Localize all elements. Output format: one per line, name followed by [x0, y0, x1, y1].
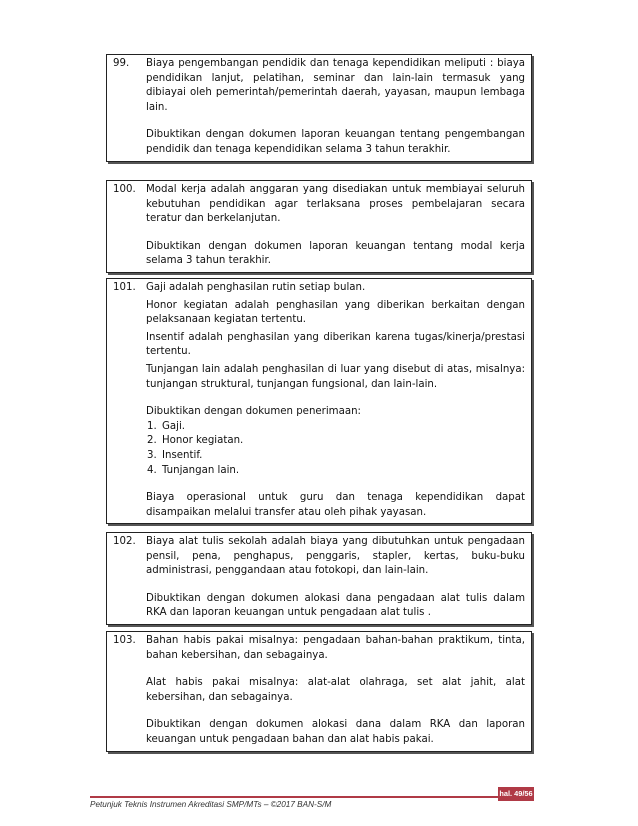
entry-paragraph: Modal kerja adalah anggaran yang disediakan untuk membiayai seluruh kebutuhan pendidikan agar terlaksana proses pembelajaran secara teratur dan berkelanjutan. — [146, 184, 525, 225]
entry-paragraph: Alat habis pakai misalnya: alat-alat olahraga, set alat jahit, alat kebersihan, dan sebagainya. — [146, 677, 525, 703]
entry-paragraph: Gaji adalah penghasilan rutin setiap bulan. — [146, 282, 366, 293]
entry-number: 99. — [113, 58, 130, 69]
entry-evidence: Dibuktikan dengan dokumen alokasi dana dalam RKA dan laporan keuangan untuk pengadaan bahan dan alat habis pakai. — [146, 719, 525, 745]
entry-102 — [106, 532, 532, 625]
entry-number: 103. — [113, 635, 136, 646]
entry-paragraph: Biaya pengembangan pendidik dan tenaga kependidikan meliputi : biaya pendidikan lanjut, pelatihan, seminar dan lain-lain termasuk yang dibiayai oleh pemerintah/pemerintah daerah, yayasan, maupun lembaga lain. — [146, 58, 525, 113]
entry-evidence: Dibuktikan dengan dokumen laporan keuangan tentang pengembangan pendidik dan tenaga kependidikan selama 3 tahun terakhir. — [146, 129, 525, 155]
list-item: 3. Insentif. — [160, 449, 525, 464]
entry-number: 101. — [113, 282, 136, 293]
evidence-list — [146, 420, 525, 478]
entry-paragraph: Honor kegiatan adalah penghasilan yang diberikan berkaitan dengan pelaksanaan kegiatan tertentu. — [146, 299, 525, 326]
entry-100 — [106, 180, 532, 273]
list-item: 4. Tunjangan lain. — [160, 464, 525, 479]
page-number-badge: hal. 49/56 — [498, 787, 534, 801]
footer-text: Petunjuk Teknis Instrumen Akreditasi SMP/MTs – ©2017 BAN-S/M — [90, 800, 332, 809]
entry-evidence: Dibuktikan dengan dokumen laporan keuangan tentang modal kerja selama 3 tahun terakhir. — [146, 240, 525, 267]
list-item: 1. Gaji. — [160, 420, 525, 435]
list-item: 2. Honor kegiatan. — [160, 434, 525, 449]
entry-paragraph: Bahan habis pakai misalnya: pengadaan bahan-bahan praktikum, tinta, bahan kebersihan, dan sebagainya. — [146, 635, 525, 661]
entry-evidence: Dibuktikan dengan dokumen alokasi dana pengadaan alat tulis dalam RKA dan laporan keuangan untuk pengadaan alat tulis . — [146, 592, 525, 619]
footer-divider — [90, 796, 534, 798]
entry-paragraph: Biaya alat tulis sekolah adalah biaya yang dibutuhkan untuk pengadaan pensil, pena, penghapus, penggaris, stapler, kertas, buku-buku administrasi, penggandaan atau fotokopi, dan lain-lain. — [146, 536, 525, 577]
entry-paragraph: Tunjangan lain adalah penghasilan di luar yang disebut di atas, misalnya: tunjangan struktural, tunjangan fungsional, dan lain-lain. — [146, 363, 525, 390]
entry-number: 100. — [113, 184, 136, 195]
entry-101 — [106, 278, 532, 524]
entry-closing: Biaya operasional untuk guru dan tenaga kependidikan dapat disampaikan melalui transfer atau oleh pihak yayasan. — [146, 492, 525, 518]
entry-paragraph: Insentif adalah penghasilan yang diberikan karena tugas/kinerja/prestasi tertentu. — [146, 331, 525, 358]
entry-number: 102. — [113, 536, 136, 547]
entry-103 — [106, 631, 532, 752]
entry-evidence: Dibuktikan dengan dokumen penerimaan: — [146, 406, 361, 418]
entry-99 — [106, 54, 532, 162]
